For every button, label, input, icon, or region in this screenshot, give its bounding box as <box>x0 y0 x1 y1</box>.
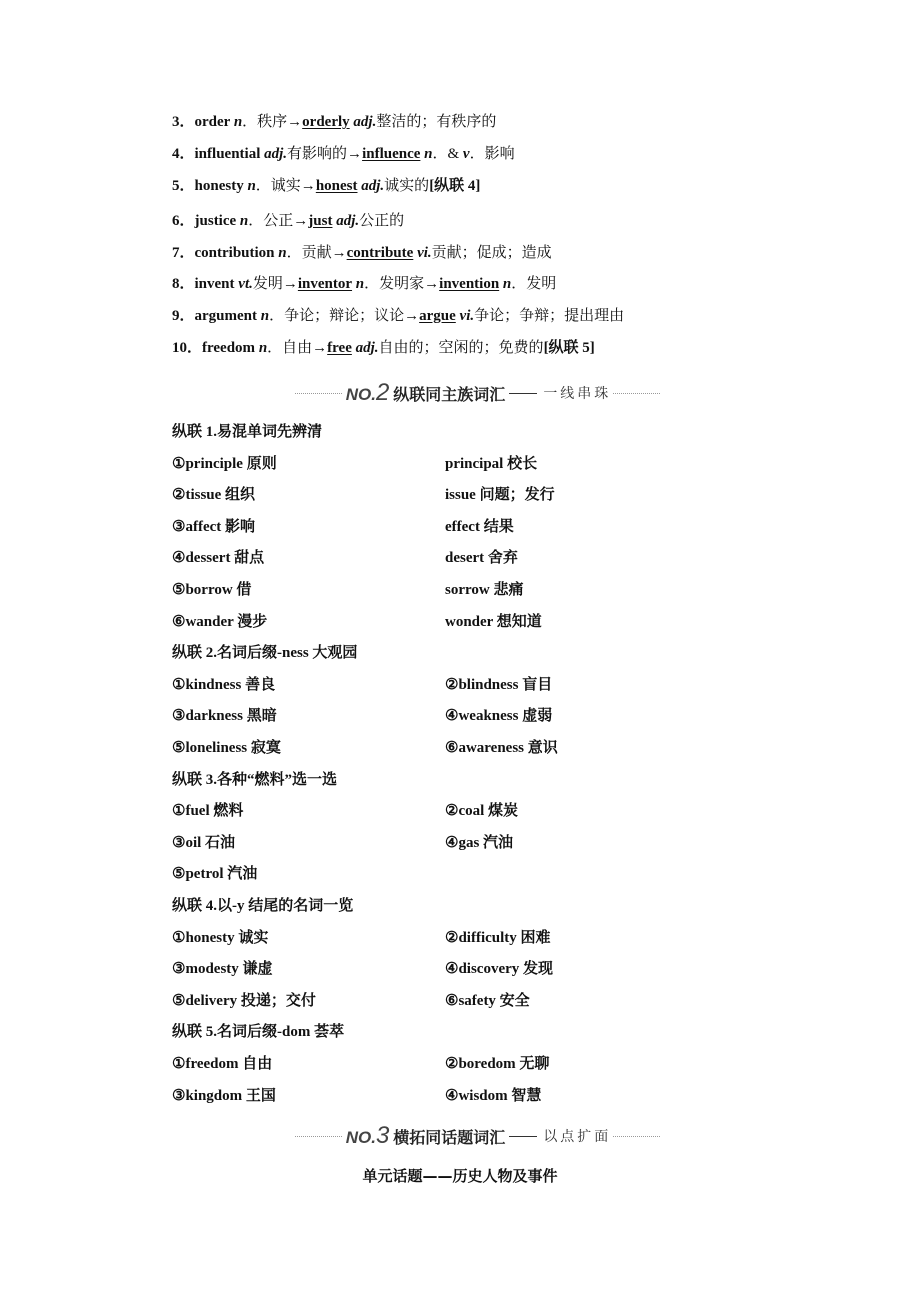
word-segment: n <box>278 245 287 261</box>
word-segment: n <box>247 178 256 194</box>
word-segment: 争论；争辩；提出理由 <box>474 308 625 324</box>
word-segment: n <box>499 276 512 292</box>
word-segment: adj. <box>357 178 385 194</box>
word-pair-row <box>172 454 538 474</box>
derived-word: invention <box>439 276 500 292</box>
word-segment: justice <box>194 213 240 229</box>
word-segment: adj. <box>351 340 379 356</box>
word-segment: freedom <box>202 340 259 356</box>
word-segment: invent <box>194 276 239 292</box>
word-segment: vi. <box>455 308 475 324</box>
word-left: ⑤delivery 投递；交付 <box>172 992 316 1009</box>
word-pair-row <box>172 864 257 884</box>
word-segment: ．自由→ <box>267 340 328 356</box>
word-right: ②blindness 盲目 <box>445 676 553 693</box>
vocab-item <box>172 338 595 358</box>
derived-word: influence <box>362 146 421 162</box>
word-segment: [纵联 5] <box>543 340 595 356</box>
divider <box>295 393 342 394</box>
word-left: ①kindness 善良 <box>172 676 276 693</box>
word-segment: ．贡献→ <box>286 245 347 261</box>
word-pair-row <box>172 612 542 632</box>
divider <box>613 393 660 394</box>
group-title: 纵联 1.易混单词先辨清 <box>172 424 323 440</box>
word-segment: 发明→ <box>252 276 298 292</box>
word-left: ①principle 原则 <box>172 455 277 472</box>
group-title: 纵联 4.以-y 结尾的名词一览 <box>172 898 354 914</box>
derived-word: inventor <box>297 276 353 292</box>
word-right: ⑥awareness 意识 <box>445 740 558 756</box>
word-pair-row <box>172 959 554 979</box>
item-number: 3． <box>172 114 195 130</box>
word-segment: 整洁的；有秩序的 <box>376 114 497 130</box>
item-number: 5． <box>172 178 195 194</box>
word-pair-row <box>172 1086 542 1106</box>
word-pair-row <box>172 580 524 600</box>
item-number: 10． <box>172 340 203 356</box>
word-segment: argument <box>194 308 261 324</box>
word-pair-row <box>172 738 558 758</box>
vocab-item <box>172 176 480 196</box>
word-segment: ．发明家→ <box>364 276 440 292</box>
heading-number: NO.3 <box>345 1122 390 1149</box>
word-segment: honesty <box>194 178 248 194</box>
word-pair-row <box>172 833 514 853</box>
word-segment: influential <box>194 146 265 162</box>
divider <box>295 1136 342 1137</box>
item-number: 4． <box>172 146 195 162</box>
word-segment: adj. <box>349 114 377 130</box>
word-pair-row <box>172 675 553 695</box>
vocab-item <box>172 274 556 294</box>
word-left: ③kingdom 王国 <box>172 1087 276 1104</box>
group-title: 纵联 5.名词后缀-dom 荟萃 <box>172 1024 345 1041</box>
heading-subtitle: 以点扩面 <box>543 1128 612 1144</box>
vocab-item <box>172 243 552 263</box>
word-segment: ．争论；辩论；议论→ <box>269 308 420 324</box>
vocab-item <box>172 306 624 326</box>
word-left: ①honesty 诚实 <box>172 929 269 946</box>
word-pair-row <box>172 485 555 505</box>
word-segment: n <box>260 308 270 324</box>
word-right: ⑥safety 安全 <box>445 992 530 1009</box>
word-left: ①fuel 燃料 <box>172 803 244 820</box>
word-left: ③oil 石油 <box>172 834 236 851</box>
group-title: 纵联 2.名词后缀-ness 大观园 <box>172 645 358 662</box>
word-right: ②boredom 无聊 <box>445 1056 550 1072</box>
word-right: desert 舍弃 <box>445 550 518 567</box>
derived-word: contribute <box>346 245 414 261</box>
word-segment: 诚实的 <box>384 178 430 194</box>
heading-title: 纵联同主族词汇 <box>393 386 506 404</box>
heading-number: NO.2 <box>345 379 390 406</box>
word-segment: v <box>462 146 470 162</box>
word-segment: ．发明 <box>511 276 557 292</box>
word-pair-row <box>172 1054 550 1074</box>
word-segment: 公正的 <box>359 213 405 229</box>
word-segment: order <box>194 114 234 130</box>
word-right: ②difficulty 困难 <box>445 929 551 946</box>
word-segment: n <box>352 276 365 292</box>
derived-word: free <box>327 340 352 356</box>
word-left: ④dessert 甜点 <box>172 550 265 567</box>
word-segment: ．& <box>432 146 463 162</box>
word-left: ③darkness 黑暗 <box>172 708 277 725</box>
word-left: ⑥wander 漫步 <box>172 613 268 630</box>
word-left: ①freedom 自由 <box>172 1056 273 1072</box>
word-segment: ．影响 <box>469 146 515 162</box>
word-left: ③modesty 谦虚 <box>172 961 273 978</box>
divider <box>509 393 537 394</box>
word-right: effect 结果 <box>445 518 514 535</box>
word-segment: contribution <box>194 245 279 261</box>
word-right: ④discovery 发现 <box>445 961 554 978</box>
section-heading-no3 <box>295 1124 660 1148</box>
word-right: issue 问题；发行 <box>445 487 555 504</box>
word-segment: n <box>233 114 243 130</box>
word-left: ⑤borrow 借 <box>172 582 252 598</box>
group-title: 纵联 3.各种“燃料”选一选 <box>172 771 338 788</box>
word-right: principal 校长 <box>445 455 538 472</box>
divider <box>613 1136 660 1137</box>
word-pair-row <box>172 706 553 726</box>
word-right: sorrow 悲痛 <box>445 582 524 598</box>
word-right: ④wisdom 智慧 <box>445 1087 542 1104</box>
word-segment: adj. <box>264 146 288 162</box>
word-pair-row <box>172 801 519 821</box>
vocab-item <box>172 211 404 231</box>
word-right: ②coal 煤炭 <box>445 803 519 820</box>
word-segment: 贡献；促成；造成 <box>431 245 552 261</box>
item-number: 6． <box>172 213 195 229</box>
derived-word: honest <box>315 178 358 194</box>
word-segment: vt. <box>238 276 253 292</box>
word-segment: 自由的；空闲的；免费的 <box>378 340 544 356</box>
derived-word: orderly <box>302 114 350 130</box>
topic-title: 单元话题——历史人物及事件 <box>362 1167 558 1185</box>
word-pair-row <box>172 548 518 568</box>
word-pair-row <box>172 928 551 948</box>
word-right: ④gas 汽油 <box>445 834 514 851</box>
word-segment: adj. <box>332 213 360 229</box>
word-segment: n <box>420 146 433 162</box>
section-heading-no2 <box>295 381 660 405</box>
word-segment: 有影响的→ <box>287 146 363 162</box>
word-pair-row <box>172 517 514 537</box>
word-segment: n <box>258 340 268 356</box>
divider <box>509 1136 537 1137</box>
word-segment: ．诚实→ <box>255 178 316 194</box>
word-left: ③affect 影响 <box>172 518 255 535</box>
word-right: wonder 想知道 <box>445 613 542 630</box>
word-segment: ．秩序→ <box>242 114 303 130</box>
word-left: ⑤loneliness 寂寞 <box>172 740 281 756</box>
vocab-item <box>172 144 515 164</box>
word-segment: n <box>239 213 249 229</box>
item-number: 8． <box>172 276 195 292</box>
word-left: ⑤petrol 汽油 <box>172 866 258 883</box>
heading-subtitle: 一线串珠 <box>543 385 612 401</box>
vocab-item <box>172 112 496 132</box>
item-number: 9． <box>172 308 195 324</box>
derived-word: just <box>308 213 333 229</box>
word-left: ②tissue 组织 <box>172 487 256 504</box>
word-pair-row <box>172 991 530 1011</box>
word-segment: ．公正→ <box>248 213 309 229</box>
derived-word: argue <box>419 308 456 324</box>
item-number: 7． <box>172 245 195 261</box>
heading-title: 横拓同话题词汇 <box>393 1129 506 1147</box>
word-segment: vi. <box>413 245 432 261</box>
word-segment: [纵联 4] <box>429 178 481 194</box>
word-right: ④weakness 虚弱 <box>445 708 553 725</box>
